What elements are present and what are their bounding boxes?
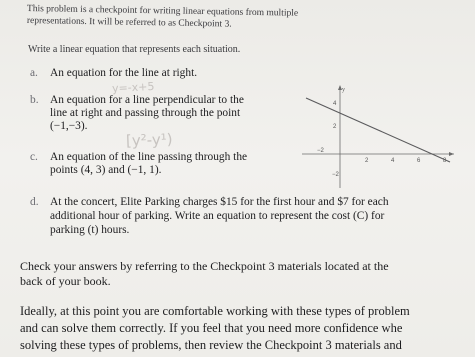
x-tick-label-4: 4 (391, 158, 395, 164)
coordinate-graph (300, 84, 460, 190)
y-tick-label-2: 2 (333, 124, 337, 130)
check-line-2: back of your book. (20, 274, 111, 288)
item-b-line-3: (−1,−3). (50, 120, 88, 132)
item-a-text: An equation for the line at right. (50, 67, 198, 79)
graphed-line (306, 98, 450, 162)
x-tick-label-neg2: −2 (317, 148, 324, 154)
item-d-line-3: parking (t) hours. (50, 224, 130, 236)
instruction-text: Write a linear equation that represents each situation. (28, 44, 241, 55)
handwritten-note-c: [y²-y¹) (125, 130, 173, 150)
item-c-label: c. (30, 151, 38, 163)
x-tick-label-8: 8 (443, 158, 447, 164)
item-d-line-1: At the concert, Elite Parking charges $15 for the first hour and $7 for each (50, 196, 389, 208)
y-axis-label: y (342, 87, 345, 93)
intro-line-1: This problem is a checkpoint for writing linear equations from multiple (26, 4, 299, 19)
x-axis-arrow (449, 152, 454, 156)
y-tick-label-neg2: −2 (332, 172, 339, 178)
x-tick-label-2: 2 (365, 158, 369, 164)
y-tick-label-4: 4 (333, 101, 337, 107)
item-b-label: b. (30, 94, 39, 106)
intro-line-2: representations. It will be referred to as Checkpoint 3. (26, 16, 232, 30)
item-c-line-2: points (4, 3) and (−1, 1). (50, 164, 162, 176)
item-d-label: d. (30, 196, 39, 208)
check-line-1: Check your answers by referring to the Checkpoint 3 materials located at the (20, 259, 389, 273)
handwritten-note-a: y=-x+5 (111, 79, 155, 96)
item-b-line-1: An equation for a line perpendicular to the (50, 94, 244, 106)
closing-line-3: solving these types of problems, then review the Checkpoint 3 materials and (20, 338, 402, 352)
item-a-label: a. (30, 67, 38, 79)
closing-line-2: and can solve them correctly. If you feel that you need more confidence whe (20, 321, 403, 335)
x-tick-label-6: 6 (417, 158, 421, 164)
closing-line-1: Ideally, at this point you are comfortable working with these types of problem (20, 304, 410, 318)
item-c-line-1: An equation of the line passing through the (50, 151, 248, 163)
item-b-line-2: line at right and passing through the point (50, 107, 241, 119)
item-d-line-2: additional hour of parking. Write an equation to represent the cost (C) for (50, 210, 385, 222)
